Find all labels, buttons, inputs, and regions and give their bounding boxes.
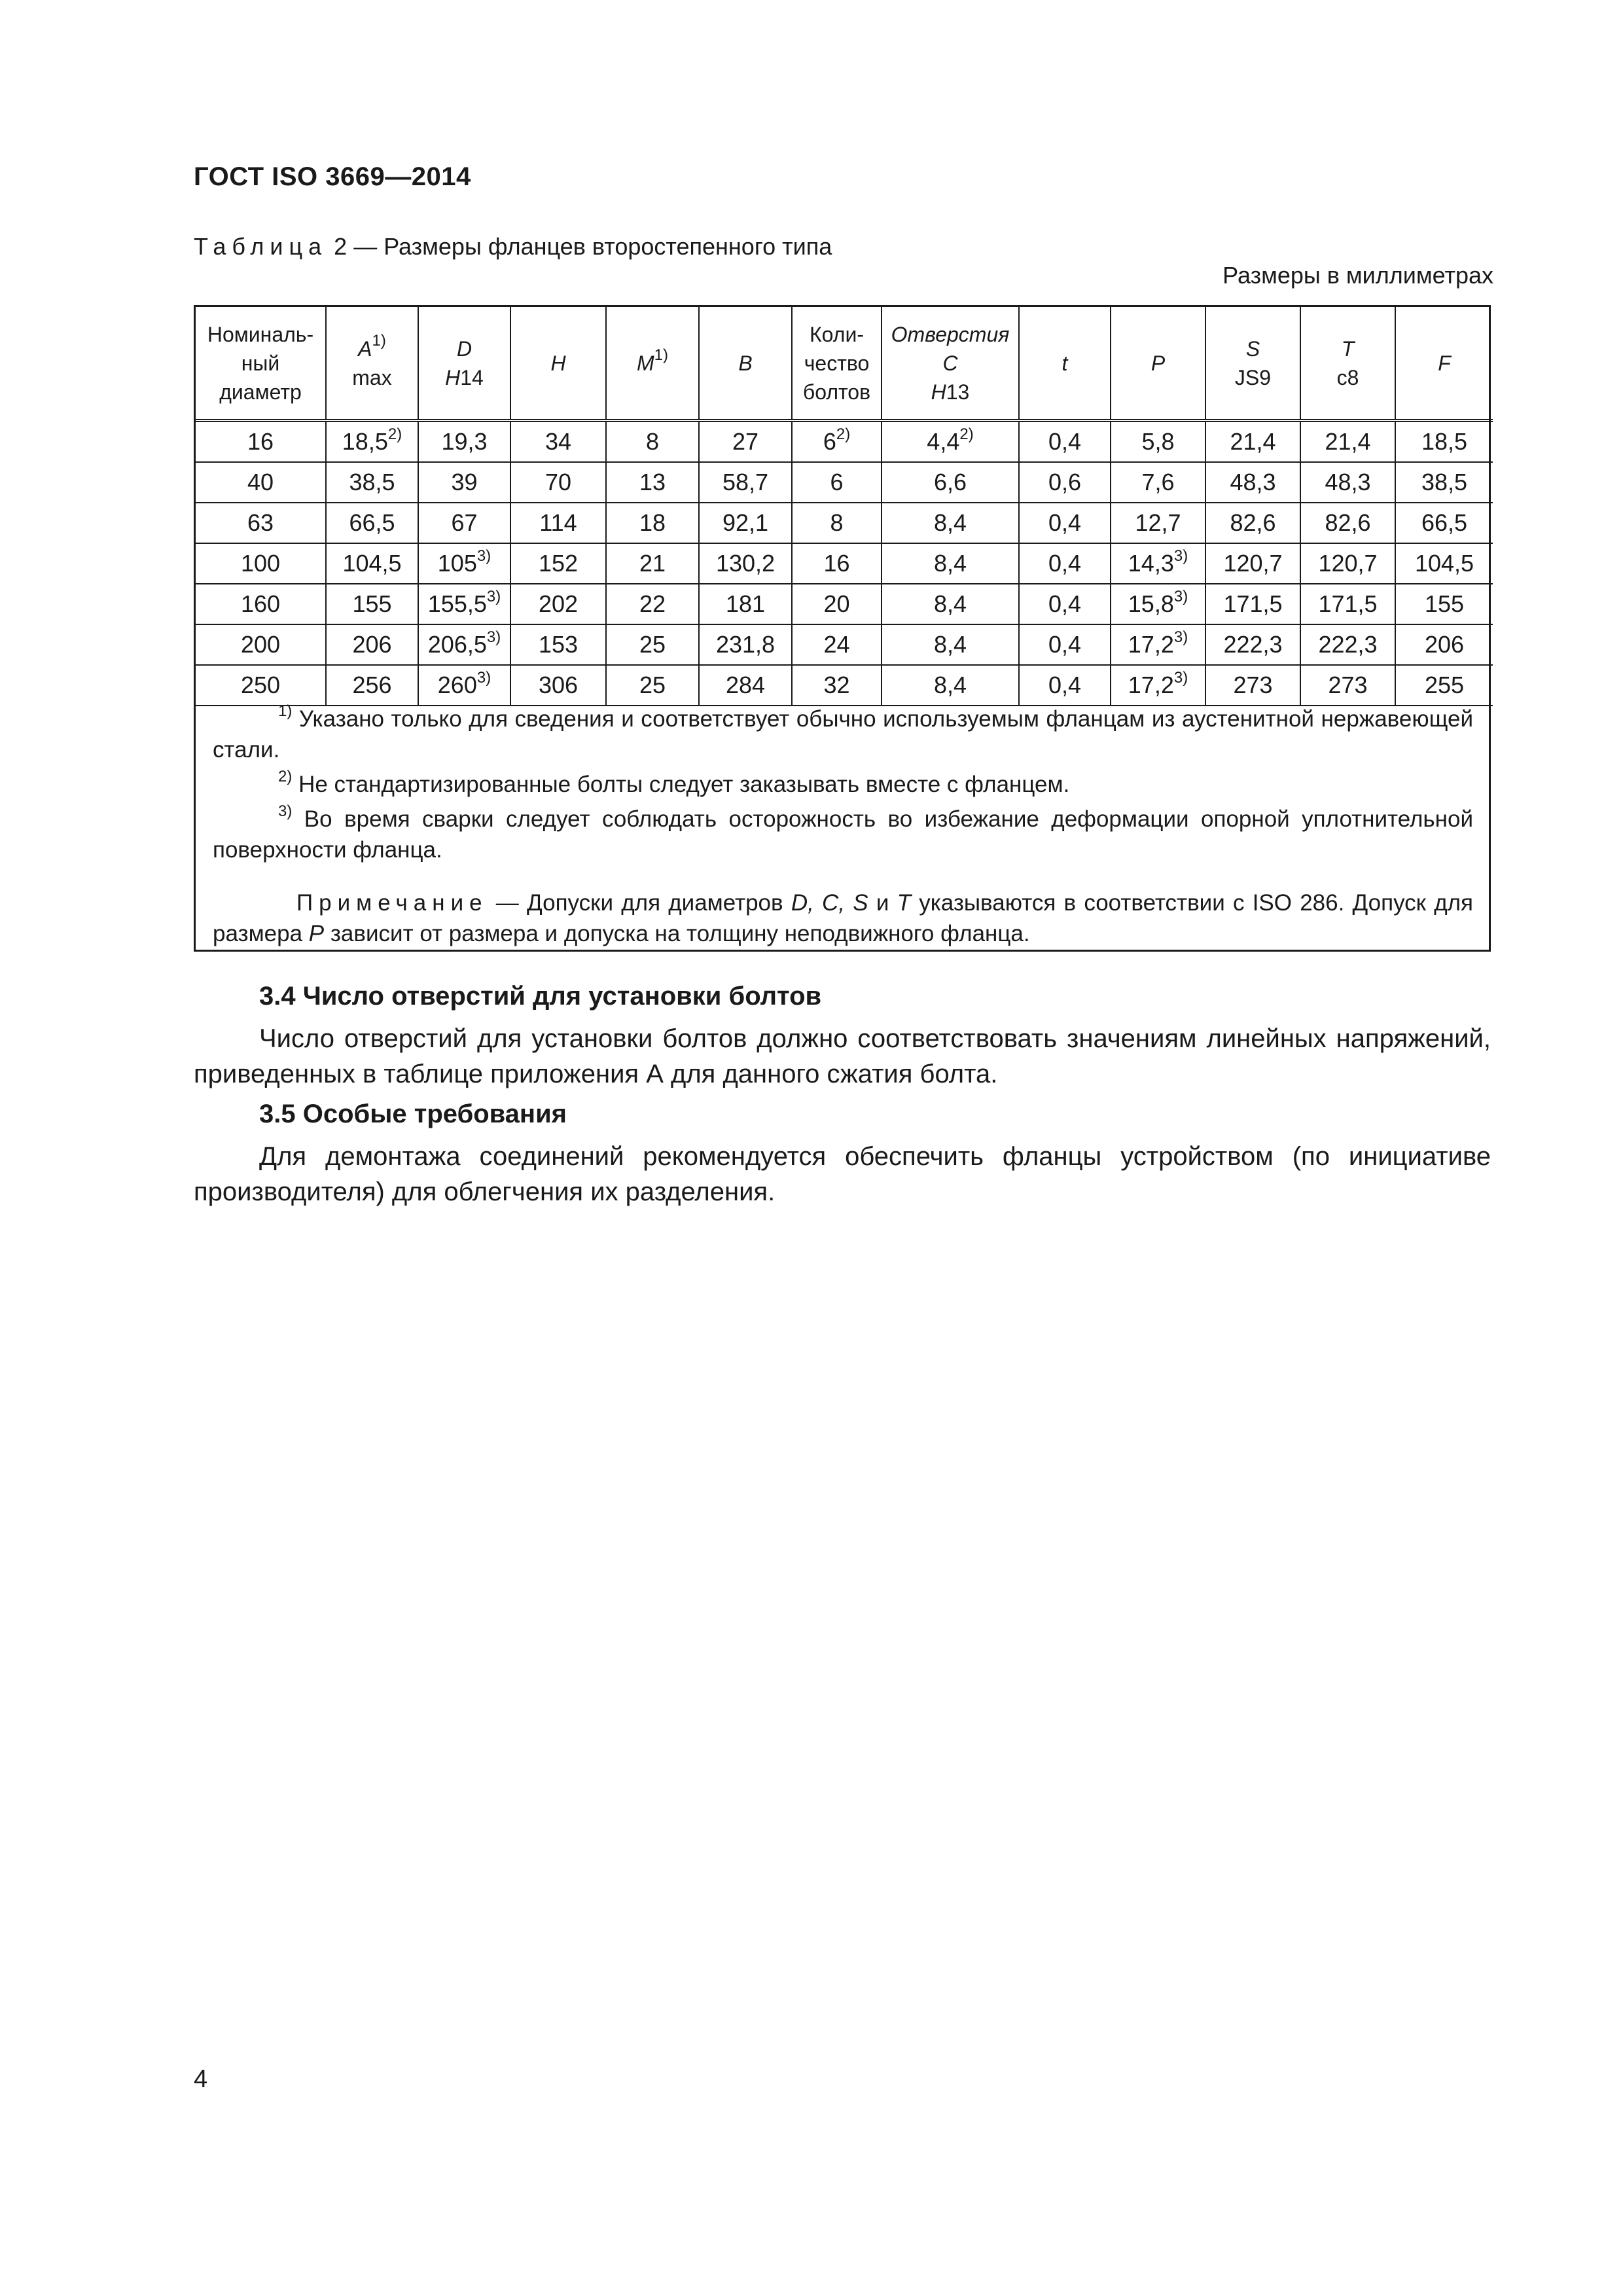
column-header-line: T — [1341, 336, 1355, 361]
table-cell: 171,5 — [1300, 584, 1395, 624]
column-header-line: C — [942, 351, 958, 375]
table-cell: 5,8 — [1111, 421, 1205, 463]
column-header-line: P — [1150, 351, 1166, 375]
table-cell: 66,5 — [326, 503, 418, 543]
table-cell: 20 — [792, 584, 882, 624]
table-caption-word: Таблица — [194, 233, 328, 260]
column-header-line: $A^{1)}$ — [358, 331, 386, 361]
column-header-line: H — [550, 351, 566, 375]
table-cell: 27 — [699, 421, 792, 463]
table-cell: 104,5 — [326, 543, 418, 584]
table-cell: 260$^{3)}$ — [418, 665, 510, 706]
table-cell: 16 — [792, 543, 882, 584]
table-cell: 19,3 — [418, 421, 510, 463]
table-cell: 130,2 — [699, 543, 792, 584]
table-notes — [213, 704, 1473, 949]
table-cell: 104,5 — [1395, 543, 1493, 584]
table-grid — [196, 307, 1493, 706]
table-caption — [194, 233, 832, 260]
table-row — [196, 462, 1493, 503]
column-header-line: ный — [241, 351, 280, 375]
table-cell: 6 — [792, 462, 882, 503]
column-header-line: диаметр — [219, 380, 302, 404]
table-cell: 66,5 — [1395, 503, 1493, 543]
table-cell: 120,7 — [1205, 543, 1300, 584]
table-cell: 206 — [326, 624, 418, 665]
table-cell: 21 — [606, 543, 699, 584]
table-cell: 48,3 — [1205, 462, 1300, 503]
table-cell: 6$^{2)}$ — [792, 421, 882, 463]
table-cell: 7,6 — [1111, 462, 1205, 503]
column-header-line: c8 — [1336, 365, 1359, 389]
column-header-line: Коли- — [810, 322, 864, 346]
table-cell: 70 — [510, 462, 606, 503]
table-cell: 82,6 — [1205, 503, 1300, 543]
table-cell: 40 — [196, 462, 326, 503]
column-header — [1019, 307, 1111, 421]
table-cell: 171,5 — [1205, 584, 1300, 624]
table-cell: 18,5 — [1395, 421, 1493, 463]
table-cell: 8 — [606, 421, 699, 463]
table-cell: 8 — [792, 503, 882, 543]
table-note: Примечание — Допуски для диаметров D, C, S и T указываются в соответствии с ISO 286. Допуск для размера P зависит от размера и допуска на толщину неподвижного фланца. — [213, 890, 1474, 946]
table-footnote: $^{2)}$ Не стандартизированные болты следует заказывать вместе с фланцем. — [278, 768, 1070, 797]
column-header — [882, 307, 1019, 421]
table-cell: 4,4$^{2)}$ — [882, 421, 1019, 463]
table-cell: 273 — [1205, 665, 1300, 706]
table-cell: 16 — [196, 421, 326, 463]
table-cell: 160 — [196, 584, 326, 624]
table-cell: 120,7 — [1300, 543, 1395, 584]
table-cell: 8,4 — [882, 543, 1019, 584]
column-header-line: D — [456, 336, 473, 361]
table-cell: 222,3 — [1300, 624, 1395, 665]
table-cell: 67 — [418, 503, 510, 543]
table-cell: 206 — [1395, 624, 1493, 665]
flange-dimensions-table — [194, 305, 1491, 952]
table-cell: 12,7 — [1111, 503, 1205, 543]
table-row — [196, 665, 1493, 706]
table-cell: 231,8 — [699, 624, 792, 665]
table-cell: 17,2$^{3)}$ — [1111, 624, 1205, 665]
table-cell: 48,3 — [1300, 462, 1395, 503]
table-cell: 92,1 — [699, 503, 792, 543]
table-footnote: $^{1)}$ Указано только для сведения и соответствует обычно используемым фланцам из аустенитной нержавеющей стали. — [213, 702, 1473, 762]
table-cell: 0,4 — [1019, 421, 1111, 463]
table-row — [196, 421, 1493, 463]
table-row — [196, 624, 1493, 665]
table-cell: 38,5 — [326, 462, 418, 503]
table-cell: 256 — [326, 665, 418, 706]
table-caption-text: — Размеры фланцев второстепенного типа — [353, 233, 832, 260]
column-header — [792, 307, 882, 421]
table-units: Размеры в миллиметрах — [1222, 262, 1493, 289]
table-cell: 18,5$^{2)}$ — [326, 421, 418, 463]
table-cell: 82,6 — [1300, 503, 1395, 543]
table-footnote: $^{3)}$ Во время сварки следует соблюдать осторожность во избежание деформации опорной уплотнительной поверхности фланца. — [213, 802, 1473, 863]
table-row — [196, 543, 1493, 584]
table-cell: 100 — [196, 543, 326, 584]
column-header-line: $M^{1)}$ — [637, 346, 668, 375]
column-header-line: F — [1438, 351, 1451, 375]
section-3-5-heading: 3.5 Особые требования — [259, 1100, 567, 1128]
table-cell: 18 — [606, 503, 699, 543]
column-header-line: max — [352, 365, 392, 389]
column-header-line: Номиналь- — [207, 322, 314, 346]
table-cell: 153 — [510, 624, 606, 665]
column-header-line: болтов — [802, 380, 871, 404]
table-cell: 8,4 — [882, 665, 1019, 706]
table-cell: 155 — [1395, 584, 1493, 624]
column-header — [418, 307, 510, 421]
column-header — [1111, 307, 1205, 421]
table-cell: 14,3$^{3)}$ — [1111, 543, 1205, 584]
column-header — [1395, 307, 1493, 421]
table-cell: 202 — [510, 584, 606, 624]
table-cell: 0,4 — [1019, 503, 1111, 543]
column-header-line: Отверстия — [891, 322, 1010, 346]
table-cell: 34 — [510, 421, 606, 463]
table-cell: 13 — [606, 462, 699, 503]
column-header-line: H14 — [445, 365, 484, 389]
section-3-4-body: Число отверстий для установки болтов должно соответствовать значениям линейных напряжений, приведенных в таблице приложения А для данного сжатия болта. — [194, 1024, 1491, 1088]
table-cell: 21,4 — [1300, 421, 1395, 463]
column-header — [1300, 307, 1395, 421]
column-header — [510, 307, 606, 421]
column-header-line: JS9 — [1234, 365, 1272, 389]
table-cell: 273 — [1300, 665, 1395, 706]
column-header-line: чество — [804, 351, 870, 375]
table-cell: 0,4 — [1019, 584, 1111, 624]
table-cell: 17,2$^{3)}$ — [1111, 665, 1205, 706]
table-cell: 22 — [606, 584, 699, 624]
table-cell: 38,5 — [1395, 462, 1493, 503]
table-row — [196, 503, 1493, 543]
table-cell: 284 — [699, 665, 792, 706]
column-header-line: B — [738, 351, 753, 375]
table-cell: 181 — [699, 584, 792, 624]
table-cell: 15,8$^{3)}$ — [1111, 584, 1205, 624]
table-cell: 0,4 — [1019, 624, 1111, 665]
table-cell: 39 — [418, 462, 510, 503]
table-cell: 8,4 — [882, 584, 1019, 624]
table-cell: 152 — [510, 543, 606, 584]
table-cell: 206,5$^{3)}$ — [418, 624, 510, 665]
column-header-line: H13 — [931, 380, 970, 404]
table-cell: 63 — [196, 503, 326, 543]
table-cell: 250 — [196, 665, 326, 706]
table-cell: 6,6 — [882, 462, 1019, 503]
table-cell: 255 — [1395, 665, 1493, 706]
column-header — [196, 307, 326, 421]
table-cell: 0,4 — [1019, 543, 1111, 584]
column-header — [699, 307, 792, 421]
table-cell: 105$^{3)}$ — [418, 543, 510, 584]
table-cell: 0,4 — [1019, 665, 1111, 706]
table-cell: 25 — [606, 624, 699, 665]
table-cell: 306 — [510, 665, 606, 706]
column-header-line: t — [1061, 351, 1068, 375]
table-row — [196, 584, 1493, 624]
section-3-4-heading: 3.4 Число отверстий для установки болтов — [259, 982, 822, 1011]
column-header — [326, 307, 418, 421]
table-cell: 155 — [326, 584, 418, 624]
table-cell: 24 — [792, 624, 882, 665]
document-title: ГОСТ ISO 3669—2014 — [194, 162, 471, 191]
table-cell: 222,3 — [1205, 624, 1300, 665]
table-cell: 8,4 — [882, 624, 1019, 665]
column-header — [1205, 307, 1300, 421]
table-cell: 114 — [510, 503, 606, 543]
table-cell: 25 — [606, 665, 699, 706]
table-cell: 0,6 — [1019, 462, 1111, 503]
column-header — [606, 307, 699, 421]
column-header-line: S — [1245, 336, 1260, 361]
table-cell: 32 — [792, 665, 882, 706]
section-3-5-body: Для демонтажа соединений рекомендуется обеспечить фланцы устройством (по инициативе производителя) для облегчения их разделения. — [194, 1142, 1491, 1206]
table-cell: 21,4 — [1205, 421, 1300, 463]
table-cell: 58,7 — [699, 462, 792, 503]
table-cell: 155,5$^{3)}$ — [418, 584, 510, 624]
table-caption-number: 2 — [334, 233, 348, 260]
page-number: 4 — [194, 2066, 208, 2093]
table-cell: 8,4 — [882, 503, 1019, 543]
table-cell: 200 — [196, 624, 326, 665]
